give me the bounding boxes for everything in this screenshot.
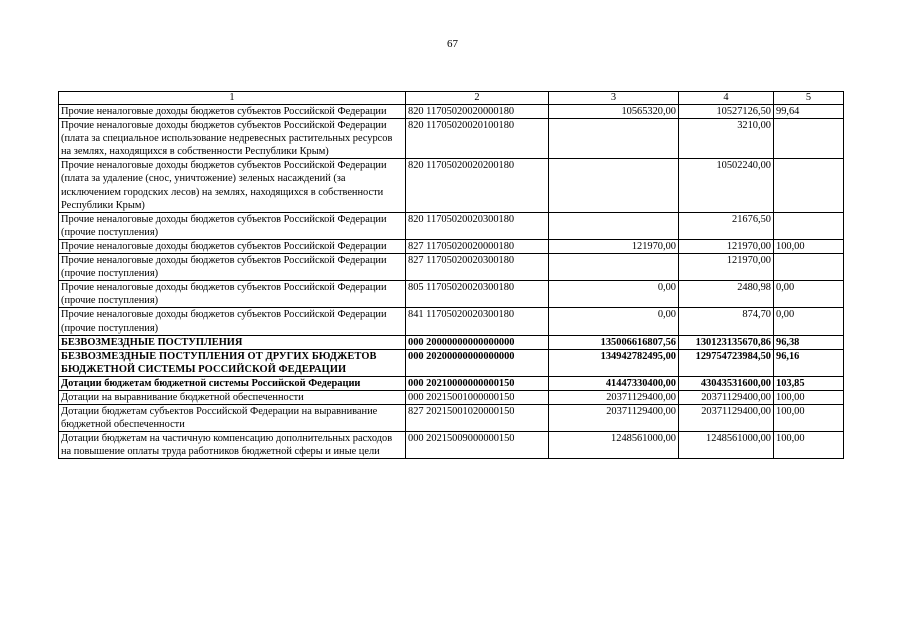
table-row <box>59 308 844 335</box>
page-number: 67 <box>447 38 458 50</box>
row-value-col4: 129754723984,50 <box>679 349 774 376</box>
row-percent-cell <box>774 159 844 212</box>
row-value-col3: 10565320,00 <box>549 105 679 119</box>
row-percent-cell: 100,00 <box>774 405 844 432</box>
row-code-cell: 827 11705020020000180 <box>406 239 549 253</box>
row-value-col4: 20371129400,00 <box>679 405 774 432</box>
row-name-cell: Дотации бюджетам на частичную компенсацию дополнительных расходов на повышение оплаты труда работников бюджетной сферы и иные цели <box>59 432 406 459</box>
table-row <box>59 212 844 239</box>
row-percent-cell: 100,00 <box>774 239 844 253</box>
row-value-col4: 2480,98 <box>679 281 774 308</box>
row-value-col3: 20371129400,00 <box>549 390 679 404</box>
row-name-cell: Прочие неналоговые доходы бюджетов субъектов Российской Федерации (прочие поступления) <box>59 308 406 335</box>
header-col-2: 2 <box>406 92 549 105</box>
table-row <box>59 119 844 159</box>
row-value-col3 <box>549 254 679 281</box>
table-row <box>59 390 844 404</box>
budget-report-table <box>58 91 844 459</box>
row-percent-cell: 103,85 <box>774 376 844 390</box>
row-value-col3 <box>549 212 679 239</box>
row-value-col3: 135006616807,56 <box>549 335 679 349</box>
row-value-col4: 121970,00 <box>679 239 774 253</box>
table-row <box>59 239 844 253</box>
row-name-cell: Дотации бюджетам субъектов Российской Федерации на выравнивание бюджетной обеспеченности <box>59 405 406 432</box>
row-name-cell: Прочие неналоговые доходы бюджетов субъектов Российской Федерации <box>59 239 406 253</box>
table-row <box>59 335 844 349</box>
row-name-cell: БЕЗВОЗМЕЗДНЫЕ ПОСТУПЛЕНИЯ ОТ ДРУГИХ БЮДЖЕТОВ БЮДЖЕТНОЙ СИСТЕМЫ РОССИЙСКОЙ ФЕДЕРАЦИИ <box>59 349 406 376</box>
row-code-cell: 820 11705020020000180 <box>406 105 549 119</box>
row-value-col3: 41447330400,00 <box>549 376 679 390</box>
row-value-col4: 121970,00 <box>679 254 774 281</box>
header-col-1: 1 <box>59 92 406 105</box>
table-row <box>59 432 844 459</box>
row-value-col3: 121970,00 <box>549 239 679 253</box>
row-value-col3: 0,00 <box>549 308 679 335</box>
row-value-col4: 20371129400,00 <box>679 390 774 404</box>
row-name-cell: Прочие неналоговые доходы бюджетов субъектов Российской Федерации (плата за удаление (снос, уничтожение) зеленых насаждений (за исключением городских лесов) на землях, находящихся в собственности Республики Крым) <box>59 159 406 212</box>
row-code-cell: 000 20000000000000000 <box>406 335 549 349</box>
row-code-cell: 820 11705020020200180 <box>406 159 549 212</box>
row-value-col4: 3210,00 <box>679 119 774 159</box>
table-row <box>59 349 844 376</box>
row-value-col4: 874,70 <box>679 308 774 335</box>
row-value-col4: 1248561000,00 <box>679 432 774 459</box>
row-name-cell: Дотации бюджетам бюджетной системы Российской Федерации <box>59 376 406 390</box>
row-value-col3: 134942782495,00 <box>549 349 679 376</box>
row-value-col4: 130123135670,86 <box>679 335 774 349</box>
header-col-4: 4 <box>679 92 774 105</box>
row-percent-cell: 96,38 <box>774 335 844 349</box>
row-percent-cell <box>774 119 844 159</box>
row-name-cell: Прочие неналоговые доходы бюджетов субъектов Российской Федерации <box>59 105 406 119</box>
row-percent-cell <box>774 212 844 239</box>
table-row <box>59 281 844 308</box>
table-header-row <box>59 92 844 105</box>
row-value-col4: 10527126,50 <box>679 105 774 119</box>
row-percent-cell: 96,16 <box>774 349 844 376</box>
row-code-cell: 805 11705020020300180 <box>406 281 549 308</box>
row-value-col4: 43043531600,00 <box>679 376 774 390</box>
table-row <box>59 254 844 281</box>
row-code-cell: 841 11705020020300180 <box>406 308 549 335</box>
row-percent-cell: 0,00 <box>774 308 844 335</box>
row-code-cell: 000 20215001000000150 <box>406 390 549 404</box>
table-row <box>59 405 844 432</box>
row-code-cell: 000 20210000000000150 <box>406 376 549 390</box>
row-code-cell: 827 11705020020300180 <box>406 254 549 281</box>
header-col-3: 3 <box>549 92 679 105</box>
row-code-cell: 820 11705020020100180 <box>406 119 549 159</box>
row-name-cell: БЕЗВОЗМЕЗДНЫЕ ПОСТУПЛЕНИЯ <box>59 335 406 349</box>
row-code-cell: 827 20215001020000150 <box>406 405 549 432</box>
row-value-col3: 1248561000,00 <box>549 432 679 459</box>
row-value-col3 <box>549 159 679 212</box>
row-name-cell: Прочие неналоговые доходы бюджетов субъектов Российской Федерации (плата за специальное использование недревесных растительных ресурсов на землях, находящихся в собственности Республики Крым) <box>59 119 406 159</box>
row-value-col3: 20371129400,00 <box>549 405 679 432</box>
row-percent-cell <box>774 254 844 281</box>
row-code-cell: 820 11705020020300180 <box>406 212 549 239</box>
row-percent-cell: 0,00 <box>774 281 844 308</box>
row-value-col3 <box>549 119 679 159</box>
row-name-cell: Прочие неналоговые доходы бюджетов субъектов Российской Федерации (прочие поступления) <box>59 254 406 281</box>
table-row <box>59 159 844 212</box>
row-name-cell: Прочие неналоговые доходы бюджетов субъектов Российской Федерации (прочие поступления) <box>59 212 406 239</box>
row-value-col4: 21676,50 <box>679 212 774 239</box>
table-row <box>59 376 844 390</box>
row-value-col3: 0,00 <box>549 281 679 308</box>
row-percent-cell: 100,00 <box>774 432 844 459</box>
table-row <box>59 105 844 119</box>
row-code-cell: 000 20200000000000000 <box>406 349 549 376</box>
header-col-5: 5 <box>774 92 844 105</box>
row-code-cell: 000 20215009000000150 <box>406 432 549 459</box>
row-percent-cell: 99,64 <box>774 105 844 119</box>
row-value-col4: 10502240,00 <box>679 159 774 212</box>
row-name-cell: Дотации на выравнивание бюджетной обеспеченности <box>59 390 406 404</box>
row-percent-cell: 100,00 <box>774 390 844 404</box>
row-name-cell: Прочие неналоговые доходы бюджетов субъектов Российской Федерации (прочие поступления) <box>59 281 406 308</box>
